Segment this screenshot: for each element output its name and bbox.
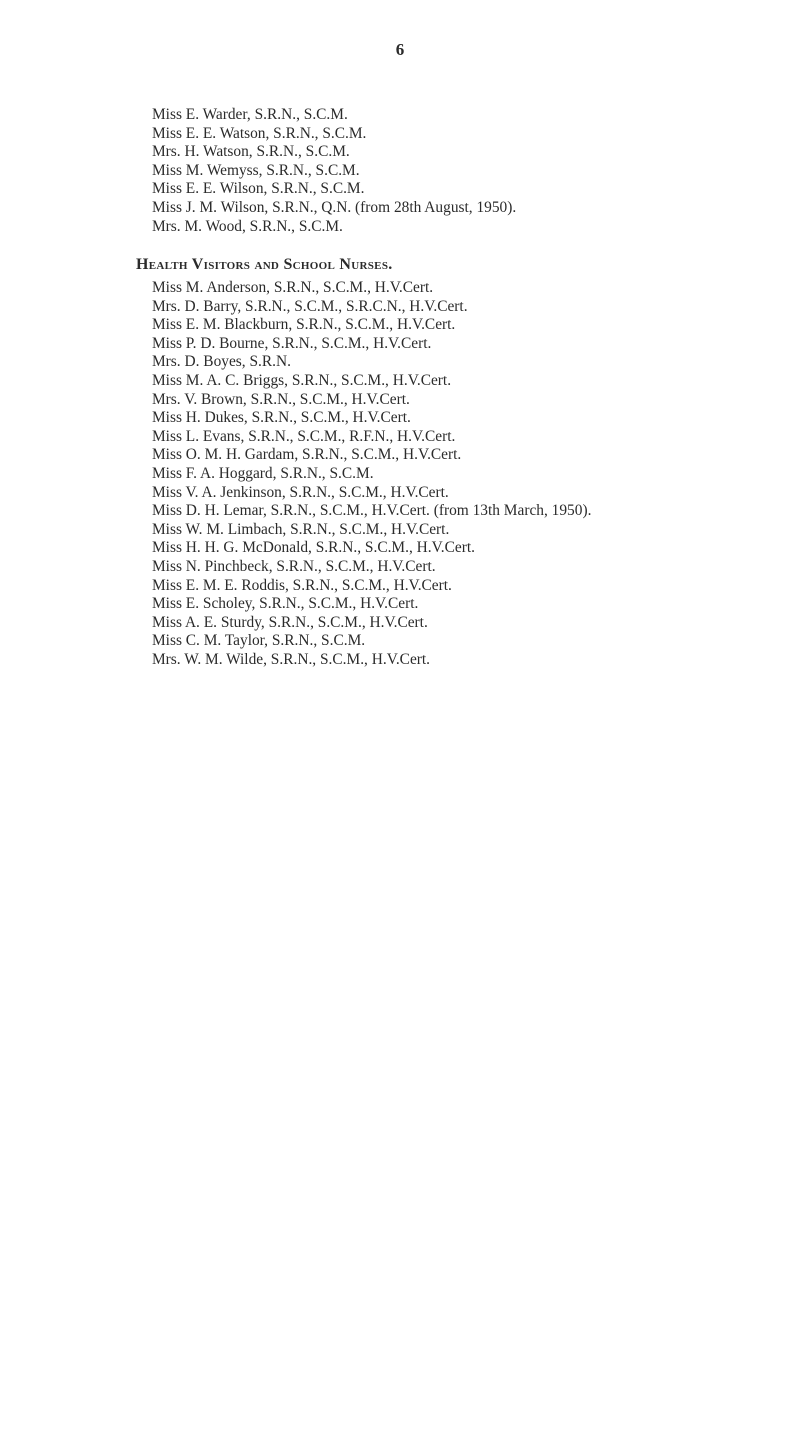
list-item: Miss P. D. Bourne, S.R.N., S.C.M., H.V.Cert. [152,334,432,352]
list-item: Miss E. M. E. Roddis, S.R.N., S.C.M., H.V.Cert. [152,576,452,594]
list-item-wrapped [152,502,782,521]
list-item: Miss E. E. Watson, S.R.N., S.C.M. [152,124,367,142]
list-item: Miss J. M. Wilson, S.R.N., Q.N. (from 28th August, 1950). [152,198,517,216]
list-item: Miss E. E. Wilson, S.R.N., S.C.M. [152,180,365,198]
list-item: Mrs. D. Barry, S.R.N., S.C.M., S.R.C.N., H.V.Cert. [152,297,468,315]
health-visitors-list [152,279,782,669]
list-item: Miss V. A. Jenkinson, S.R.N., S.C.M., H.V.Cert. [152,483,449,501]
section-heading: Health Visitors and School Nurses. [136,256,393,273]
list-item: Miss A. E. Sturdy, S.R.N., S.C.M., H.V.Cert. [152,613,428,631]
list-item: Miss M. Anderson, S.R.N., S.C.M., H.V.Cert. [152,279,434,296]
staff-list-top [152,106,782,236]
list-item: Miss E. Scholey, S.R.N., S.C.M., H.V.Cert. [152,595,419,613]
list-item: Miss D. H. Lemar, S.R.N., S.C.M., H.V.Cert. (from 13th March, 1950). [152,502,592,520]
list-item: Miss O. M. H. Gardam, S.R.N., S.C.M., H.V.Cert. [152,446,462,464]
list-item: Miss C. M. Taylor, S.R.N., S.C.M. [152,632,366,650]
list-item: Mrs. M. Wood, S.R.N., S.C.M. [152,217,343,235]
list-item: Miss E. M. Blackburn, S.R.N., S.C.M., H.V.Cert. [152,316,456,334]
list-item: Miss H. H. G. McDonald, S.R.N., S.C.M., H.V.Cert. [152,539,475,557]
list-item: Miss M. Wemyss, S.R.N., S.C.M. [152,161,360,179]
list-item: Miss N. Pinchbeck, S.R.N., S.C.M., H.V.Cert. [152,557,436,575]
list-item: Mrs. H. Watson, S.R.N., S.C.M. [152,143,350,161]
list-item: Mrs. D. Boyes, S.R.N. [152,353,291,371]
page-number: 6 [395,40,405,59]
list-item: Miss L. Evans, S.R.N., S.C.M., R.F.N., H.V.Cert. [152,427,456,445]
list-item: Mrs. W. M. Wilde, S.R.N., S.C.M., H.V.Cert. [152,650,431,668]
list-item: Miss F. A. Hoggard, S.R.N., S.C.M. [152,464,374,482]
list-item: Miss H. Dukes, S.R.N., S.C.M., H.V.Cert. [152,409,411,427]
list-item: Miss M. A. C. Briggs, S.R.N., S.C.M., H.V.Cert. [152,371,452,389]
list-item: Mrs. V. Brown, S.R.N., S.C.M., H.V.Cert. [152,390,410,408]
list-item: Miss E. Warder, S.R.N., S.C.M. [152,106,348,123]
list-item: Miss W. M. Limbach, S.R.N., S.C.M., H.V.Cert. [152,520,450,538]
